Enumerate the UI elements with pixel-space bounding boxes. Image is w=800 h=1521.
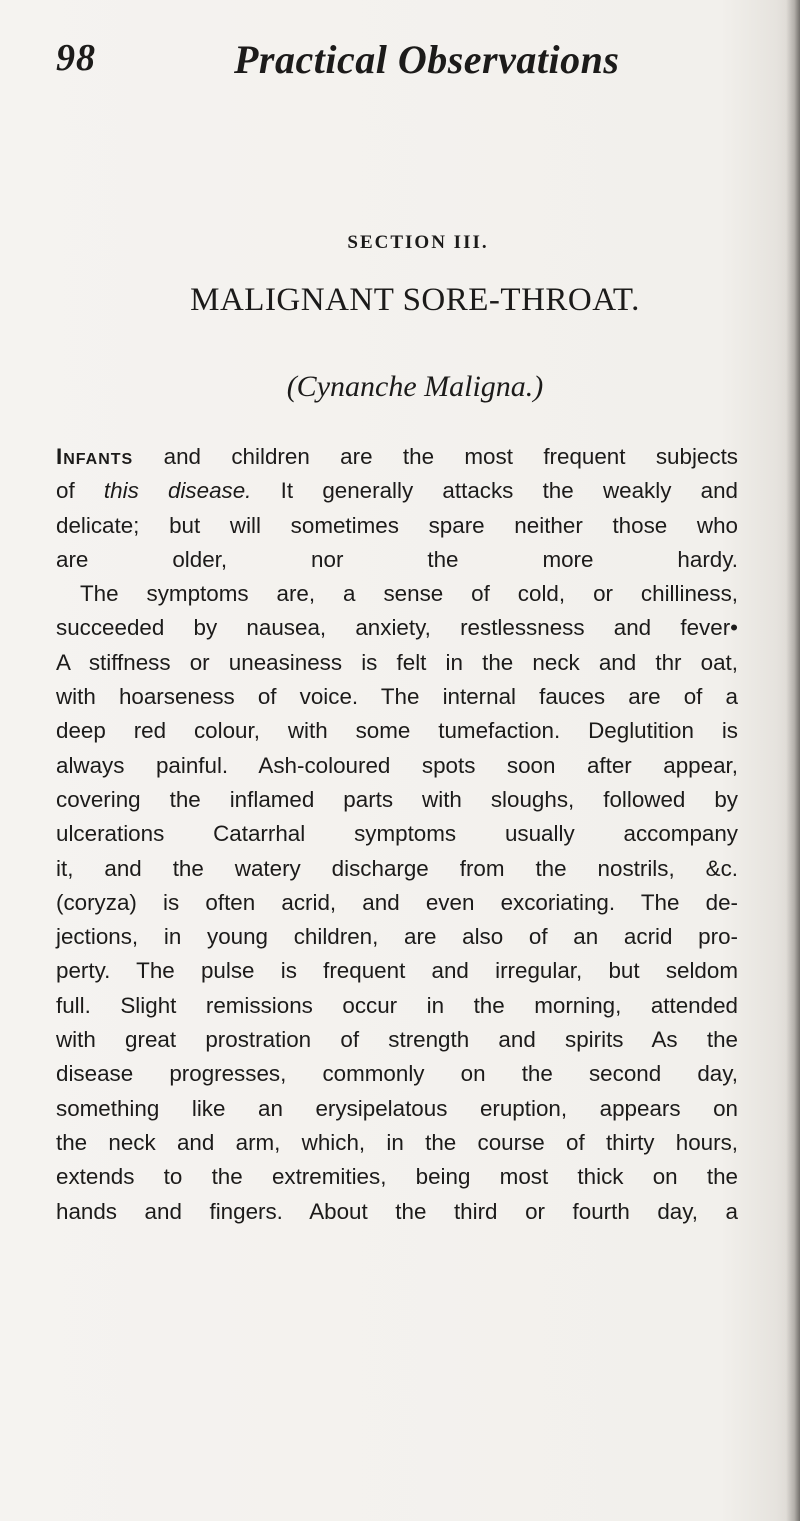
line-text: always painful. Ash-coloured spots soon after appear, bbox=[56, 752, 738, 778]
section-label: SECTION III. bbox=[347, 232, 489, 253]
line-text: something like an erysipelatous eruption, appears on bbox=[56, 1095, 738, 1121]
text-line bbox=[56, 783, 738, 817]
line-text: with hoarseness of voice. The internal fauces are of a bbox=[56, 684, 738, 710]
line-text: are older, nor the more hardy. bbox=[56, 546, 738, 572]
text-line bbox=[56, 1126, 738, 1160]
text-line bbox=[56, 1057, 738, 1091]
text-line bbox=[56, 817, 738, 851]
body-text bbox=[56, 440, 738, 1229]
text-line bbox=[56, 1023, 738, 1057]
latin-title: (Cynanche Maligna.) bbox=[286, 370, 544, 403]
text-line bbox=[56, 954, 738, 988]
text-line bbox=[56, 680, 738, 714]
text-line bbox=[56, 646, 738, 680]
text-line bbox=[56, 543, 738, 577]
line-text: it, and the watery discharge from the nostrils, &c. bbox=[56, 855, 738, 881]
line-text: hands and fingers. About the third or fourth day, a bbox=[56, 1198, 738, 1224]
line-text: with great prostration of strength and spirits As the bbox=[56, 1027, 738, 1053]
chapter-title: MALIGNANT SORE-THROAT. bbox=[190, 282, 640, 318]
line-text: It generally attacks the weakly and bbox=[251, 478, 738, 504]
lead-word: Infants bbox=[56, 444, 134, 469]
text-line bbox=[56, 440, 738, 474]
text-line bbox=[56, 509, 738, 543]
line-text: perty. The pulse is frequent and irregular, but seldom bbox=[56, 958, 738, 984]
line-prefix: of bbox=[56, 478, 104, 504]
running-head bbox=[56, 36, 756, 96]
line-text: succeeded by nausea, anxiety, restlessness and fever• bbox=[56, 615, 738, 641]
text-line bbox=[56, 920, 738, 954]
page-number: 98 bbox=[56, 37, 96, 79]
text-line bbox=[56, 852, 738, 886]
line-text: extends to the extremities, being most thick on the bbox=[56, 1164, 738, 1190]
text-line bbox=[56, 989, 738, 1023]
text-line bbox=[56, 1092, 738, 1126]
line-text: A stiffness or uneasiness is felt in the neck and thr oat, bbox=[56, 649, 738, 675]
text-line bbox=[56, 1160, 738, 1194]
text-line bbox=[56, 714, 738, 748]
text-line bbox=[56, 611, 738, 645]
line-text: The symptoms are, a sense of cold, or chilliness, bbox=[80, 581, 738, 607]
running-title: Practical Observations bbox=[234, 37, 620, 82]
text-line bbox=[56, 474, 738, 508]
line-text: delicate; but will sometimes spare neither those who bbox=[56, 512, 738, 538]
text-line bbox=[56, 1195, 738, 1229]
line-text: deep red colour, with some tumefaction. Deglutition is bbox=[56, 718, 738, 744]
text-line bbox=[56, 886, 738, 920]
italic-phrase: this disease. bbox=[103, 478, 252, 504]
line-text: covering the inflamed parts with sloughs, followed by bbox=[56, 786, 738, 812]
line-text: jections, in young children, are also of an acrid pro- bbox=[56, 924, 738, 950]
line-text: ulcerations Catarrhal symptoms usually accompany bbox=[56, 821, 738, 847]
page-edge-shadow bbox=[786, 0, 800, 1521]
line-text: the neck and arm, which, in the course of thirty hours, bbox=[56, 1129, 738, 1155]
line-text: full. Slight remissions occur in the morning, attended bbox=[56, 992, 738, 1018]
line-text: (coryza) is often acrid, and even excoriating. The de- bbox=[56, 889, 738, 915]
text-line bbox=[56, 577, 738, 611]
text-line bbox=[56, 749, 738, 783]
line-text: and children are the most frequent subjects bbox=[133, 444, 738, 469]
line-text: disease progresses, commonly on the second day, bbox=[56, 1061, 738, 1087]
